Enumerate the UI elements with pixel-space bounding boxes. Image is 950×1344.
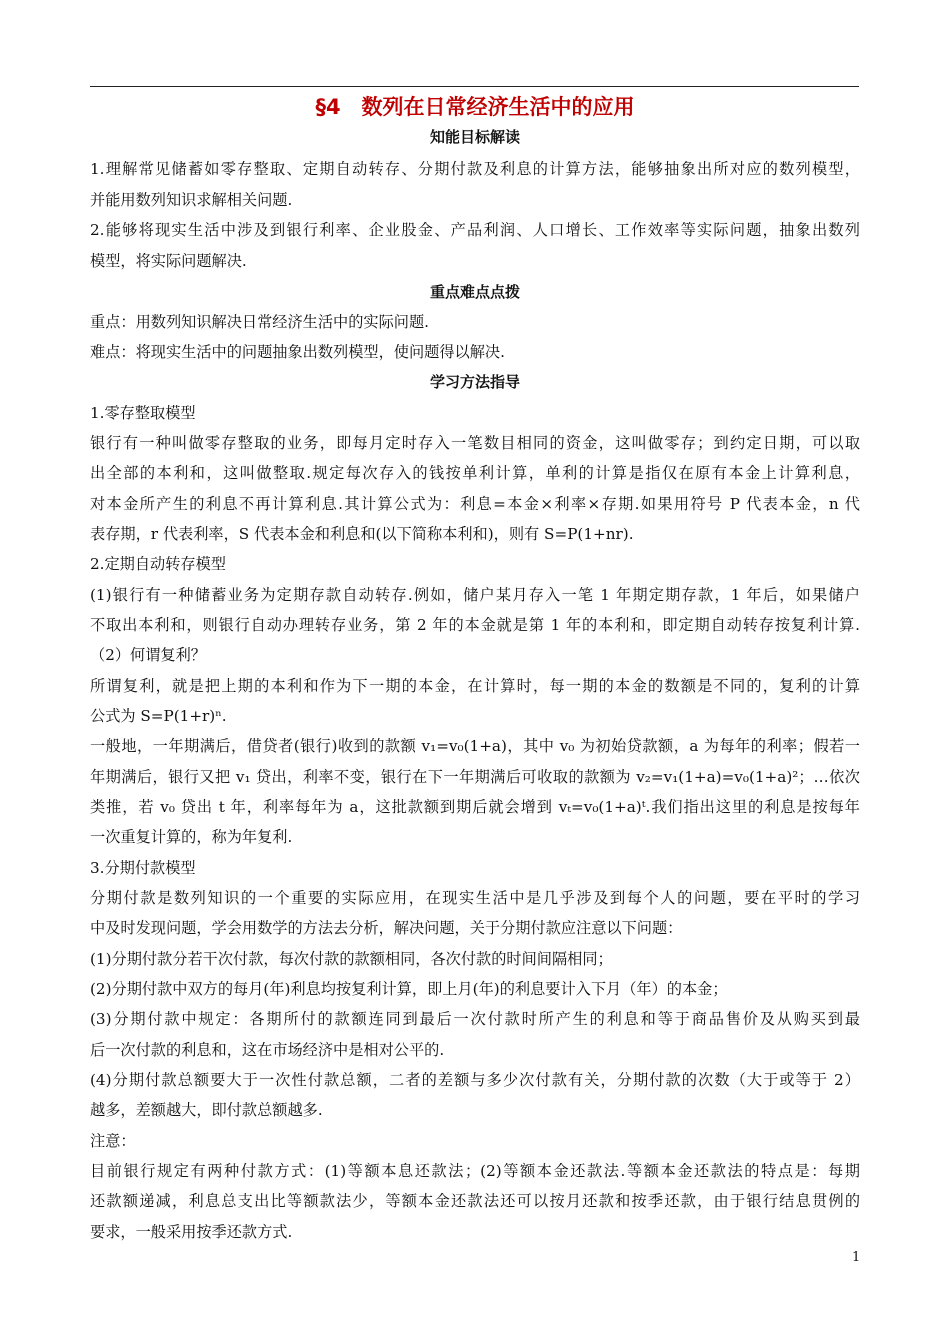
section-heading-objectives: 知能目标解读 — [429, 128, 520, 146]
section-heading-methods: 学习方法指导 — [429, 373, 520, 391]
text-line: 还款额递减，利息总支出比等额款法少，等额本金还款法还可以按月还款和按季还款，由于银行结息贯例的 — [90, 1192, 860, 1210]
text-line: 一般地，一年期满后，借贷者(银行)收到的款额 v₁=v₀(1+a)，其中 v₀ 为初始贷款额，a 为每年的利率；假若一 — [90, 737, 860, 755]
text-line: 目前银行规定有两种付款方式：(1)等额本息还款法；(2)等额本金还款法.等额本金还款法的特点是：每期 — [90, 1162, 860, 1180]
text-line: 年期满后，银行又把 v₁ 贷出，利率不变，银行在下一年期满后可收取的款额为 v₂=v₁(1+a)=v₀(1+a)²；…依次 — [90, 768, 860, 786]
text-line: 分期付款是数列知识的一个重要的实际应用，在现实生活中是几乎涉及到每个人的问题，要在平时的学习 — [90, 889, 860, 907]
text-line: 类推，若 v₀ 贷出 t 年，利率每年为 a，这批款额到期后就会增到 vₜ=v₀(1+a)ᵗ.我们指出这里的利息是按每年 — [90, 798, 860, 816]
text-line: 模型，将实际问题解决. — [90, 252, 247, 270]
page-number: 1 — [852, 1250, 861, 1265]
text-line: 对本金所产生的利息不再计算利息.其计算公式为：利息=本金×利率×存期.如果用符号 P 代表本金，n 代 — [90, 495, 860, 513]
text-line: 并能用数列知识求解相关问题. — [90, 191, 293, 209]
text-line: 一次重复计算的，称为年复利. — [90, 828, 293, 846]
text-line: 1.零存整取模型 — [90, 404, 196, 422]
text-line: (1)银行有一种储蓄业务为定期存款自动转存.例如，储户某月存入一笔 1 年期定期存款，1 年后，如果储户 — [90, 586, 860, 604]
section-heading-keypoints: 重点难点点拨 — [429, 283, 520, 301]
text-line: (3)分期付款中规定：各期所付的款额连同到最后一次付款时所产生的利息和等于商品售价及从购买到最 — [90, 1010, 860, 1028]
text-line: (2)分期付款中双方的每月(年)利息均按复利计算，即上月(年)的利息要计入下月（年）的本金； — [90, 980, 728, 998]
text-line: 越多，差额越大，即付款总额越多. — [90, 1101, 323, 1119]
text-line: 银行有一种叫做零存整取的业务，即每月定时存入一笔数目相同的资金，这叫做零存；到约定日期，可以取 — [90, 434, 860, 452]
text-line: 难点：将现实生活中的问题抽象出数列模型，使问题得以解决. — [90, 343, 505, 361]
text-line: 所谓复利，就是把上期的本利和作为下一期的本金，在计算时，每一期的本金的数额是不同的，复利的计算 — [90, 677, 860, 695]
text-line: 2.定期自动转存模型 — [90, 555, 226, 573]
page-title: §4 数列在日常经济生活中的应用 — [315, 95, 635, 119]
text-line: (4)分期付款总额要大于一次性付款总额，二者的差额与多少次付款有关，分期付款的次数（大于或等于 2） — [90, 1071, 860, 1089]
text-line: 注意： — [90, 1132, 136, 1150]
text-line: 中及时发现问题，学会用数学的方法去分析，解决问题，关于分期付款应注意以下问题： — [90, 919, 683, 937]
text-line: 重点：用数列知识解决日常经济生活中的实际问题. — [90, 313, 429, 331]
text-line: 3.分期付款模型 — [90, 859, 196, 877]
text-line: 出全部的本利和，这叫做整取.规定每次存入的钱按单利计算，单利的计算是指仅在原有本金上计算利息， — [90, 464, 860, 482]
text-line: 要求，一般采用按季还款方式. — [90, 1223, 293, 1241]
text-line: 不取出本利和，则银行自动办理转存业务，第 2 年的本金就是第 1 年的本利和，即定期自动转存按复利计算. — [90, 616, 860, 634]
text-line: 1.理解常见储蓄如零存整取、定期自动转存、分期付款及利息的计算方法，能够抽象出所对应的数列模型， — [90, 160, 860, 178]
text-line: (1)分期付款分若干次付款，每次付款的款额相同，各次付款的时间间隔相同； — [90, 950, 613, 968]
text-line: 公式为 S=P(1+r)ⁿ. — [90, 707, 227, 725]
text-line: 2.能够将现实生活中涉及到银行利率、企业股金、产品利润、人口增长、工作效率等实际问题，抽象出数列 — [90, 221, 860, 239]
text-line: 表存期，r 代表利率，S 代表本金和利息和(以下简称本利和)，则有 S=P(1+nr). — [90, 525, 634, 543]
text-line: （2）何谓复利？ — [90, 646, 206, 664]
text-line: 后一次付款的利息和，这在市场经济中是相对公平的. — [90, 1041, 445, 1059]
top-rule — [90, 86, 859, 87]
